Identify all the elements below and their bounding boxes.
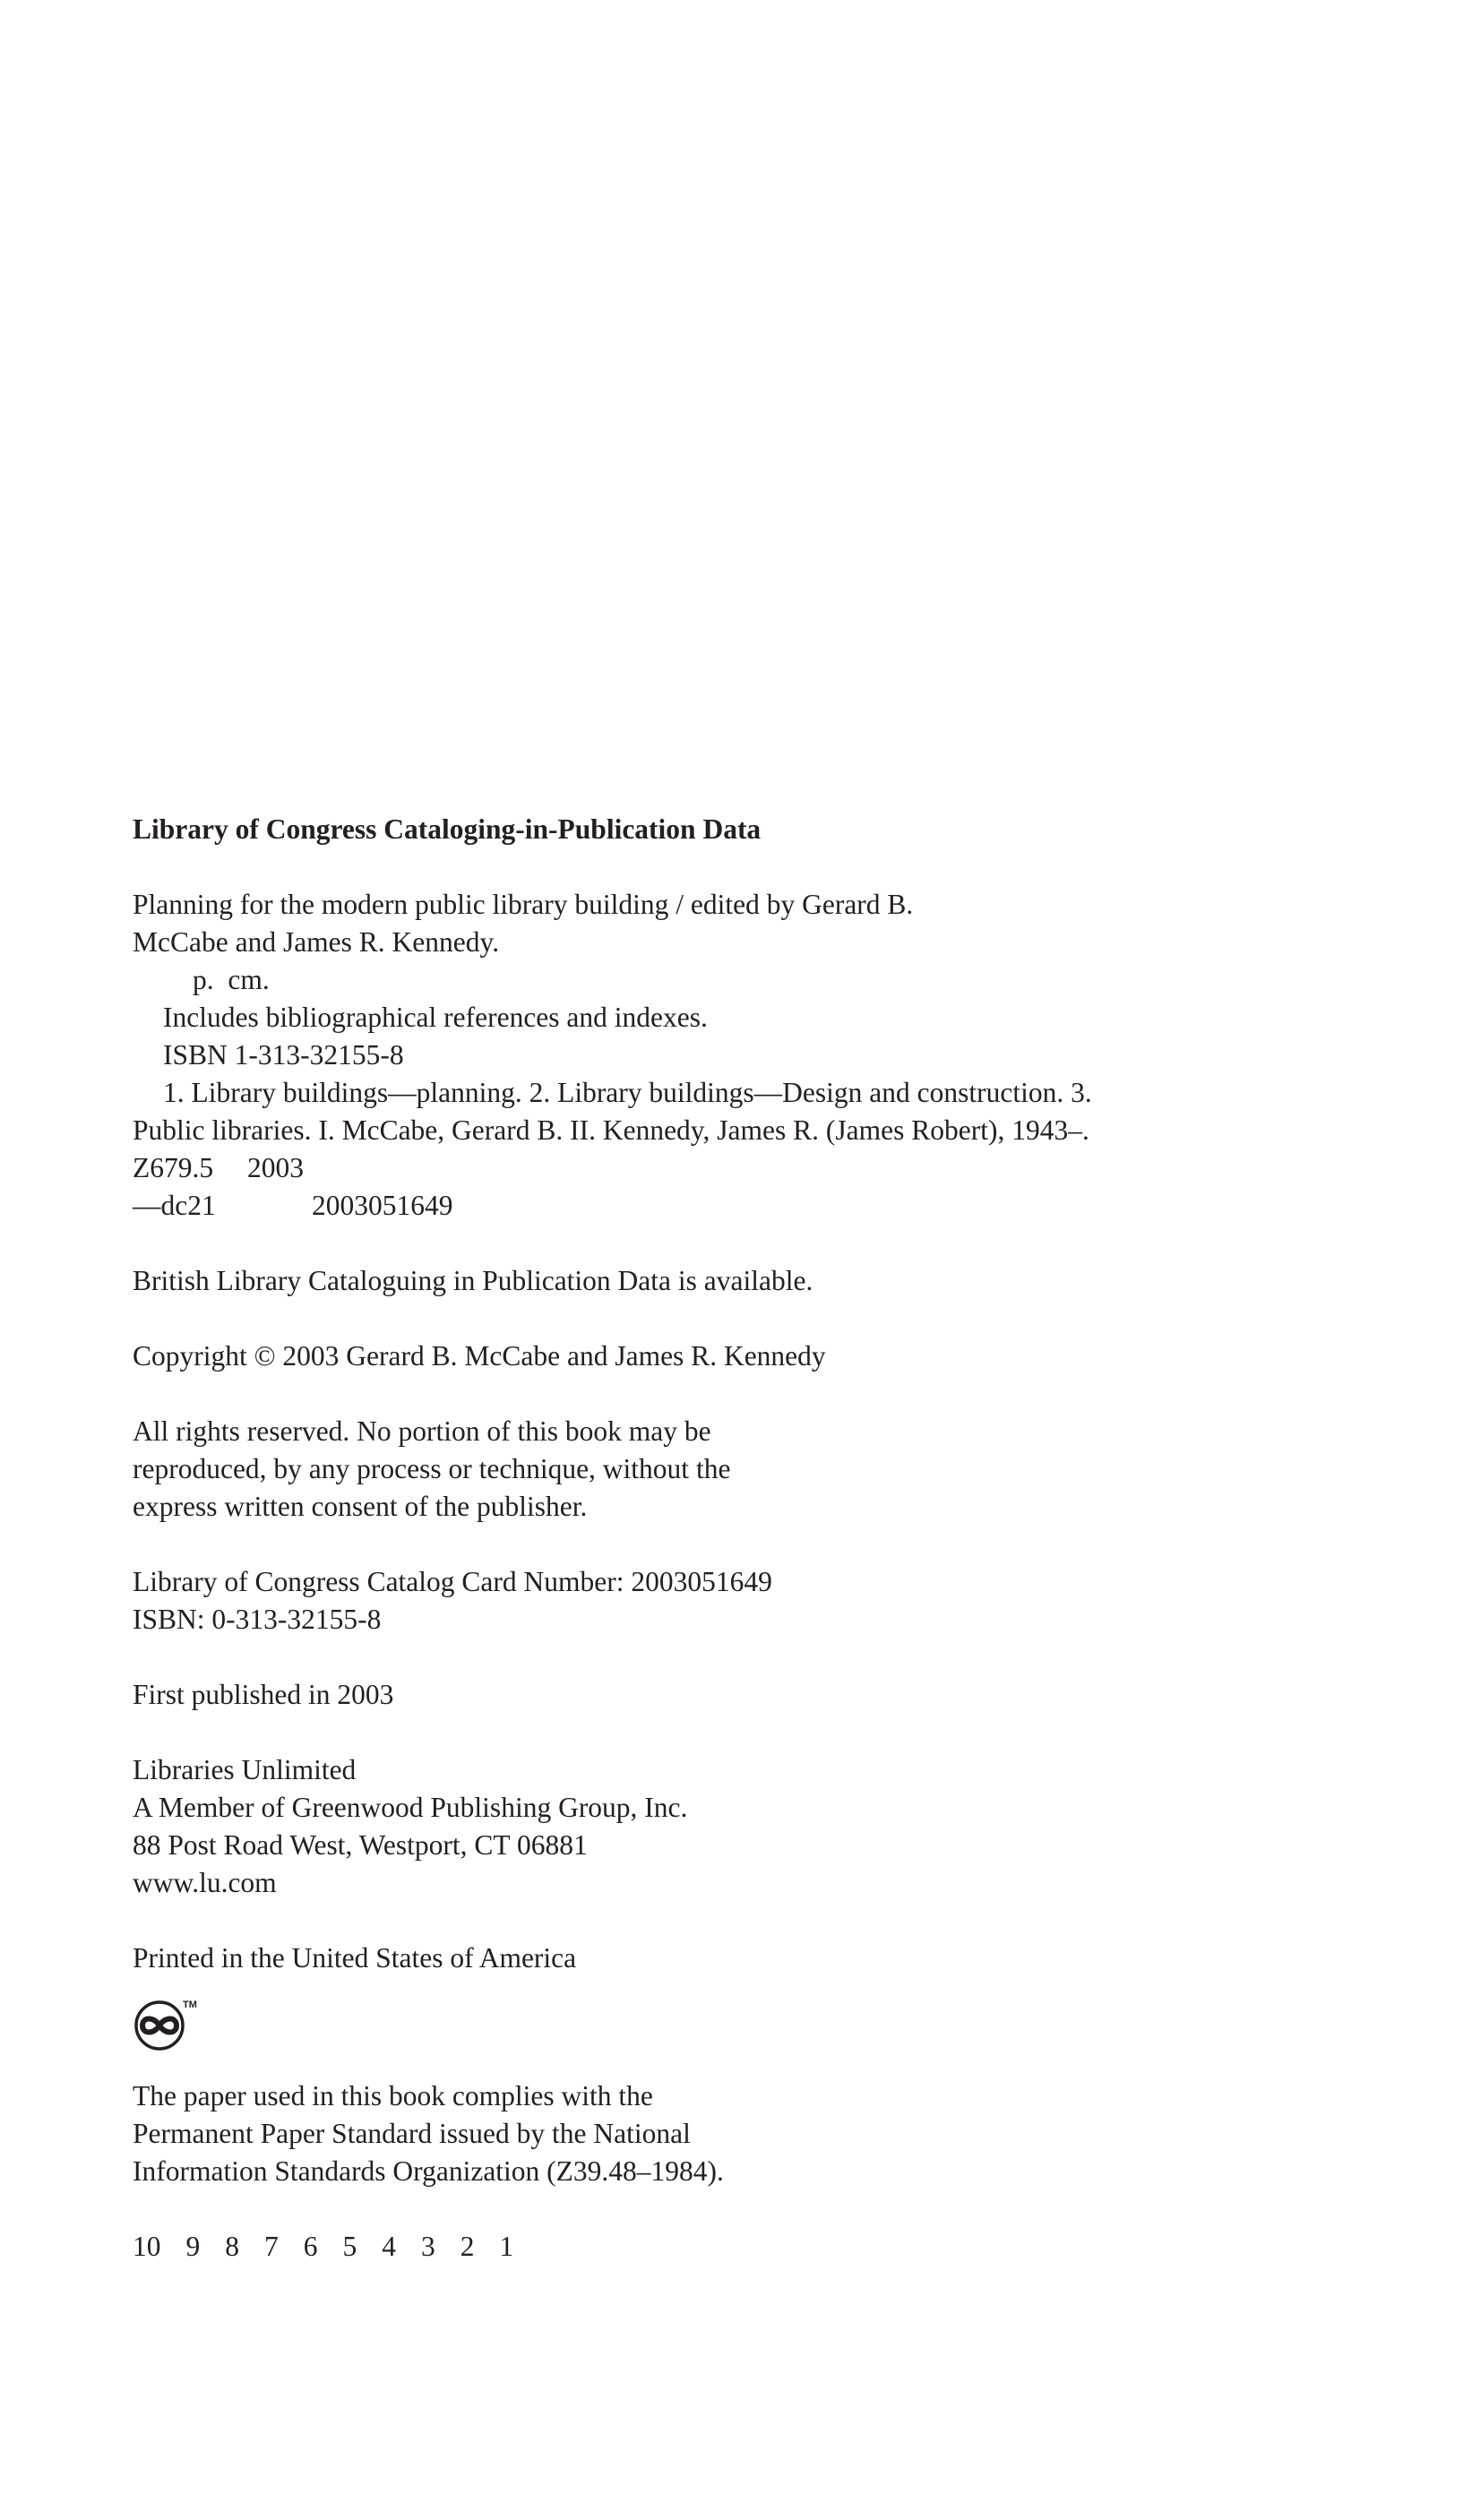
printing-number: 9: [185, 2231, 201, 2262]
cip-class-row: [133, 1187, 1208, 1225]
catalog-info: [133, 1563, 1208, 1638]
printing-number: 4: [382, 2231, 396, 2262]
printed-in-text: Printed in the United States of America: [133, 1942, 577, 1974]
printed-in: [133, 1939, 1208, 1977]
publisher-address: 88 Post Road West, Westport, CT 06881: [133, 1829, 588, 1861]
cip-title-line-2: McCabe and James R. Kennedy.: [133, 926, 500, 958]
british-library-text: British Library Cataloguing in Publication Data is available.: [133, 1265, 813, 1296]
first-published: [133, 1676, 1208, 1714]
publisher-website: www.lu.com: [133, 1867, 277, 1898]
printing-number: 2: [460, 2231, 475, 2262]
cip-call-number-row: [133, 1149, 1208, 1187]
publisher-name: Libraries Unlimited: [133, 1754, 357, 1785]
cip-title-line-1: Planning for the modern public library building / edited by Gerard B.: [133, 889, 914, 920]
rights-reserved: [133, 1413, 1208, 1526]
printing-number: 5: [342, 2231, 357, 2262]
publisher-group: A Member of Greenwood Publishing Group, Inc.: [133, 1792, 688, 1823]
paper-notice: [133, 2077, 1208, 2190]
catalog-isbn: ISBN: 0-313-32155-8: [133, 1604, 382, 1635]
british-library-note: [133, 1262, 1208, 1300]
rights-line-3: express written consent of the publisher.: [133, 1491, 588, 1522]
catalog-card-number: Library of Congress Catalog Card Number: 2003051649: [133, 1566, 772, 1597]
printing-number: 6: [303, 2231, 318, 2262]
cip-isbn: ISBN 1-313-32155-8: [163, 1039, 404, 1071]
printing-number: 3: [421, 2231, 435, 2262]
permanent-paper-infinity-icon: [133, 1995, 195, 2052]
cip-physical-description: p. cm.: [193, 964, 270, 995]
cip-call-year: 2003: [247, 1152, 304, 1183]
cip-notes: Includes bibliographical references and indexes.: [163, 1002, 708, 1033]
cip-dc-class: —dc21: [133, 1190, 216, 1221]
printing-number: 8: [225, 2231, 239, 2262]
cip-call-number: Z679.5: [133, 1152, 214, 1183]
cip-heading: Library of Congress Cataloging-in-Publication Data: [133, 813, 762, 845]
printing-number: 1: [499, 2231, 514, 2262]
copyright-notice: [133, 1337, 1208, 1375]
first-published-text: First published in 2003: [133, 1679, 394, 1710]
publisher-info: [133, 1751, 1208, 1902]
cip-lccn: 2003051649: [312, 1190, 453, 1221]
copyright-page: [133, 811, 1208, 2266]
paper-notice-line-3: Information Standards Organization (Z39.48–1984).: [133, 2155, 724, 2187]
printing-line: [133, 2228, 1208, 2266]
rights-line-2: reproduced, by any process or technique, without the: [133, 1453, 731, 1484]
cip-record: [133, 886, 1208, 1225]
trademark-mark: TM: [183, 2000, 197, 2010]
cip-subjects-line-2: Public libraries. I. McCabe, Gerard B. II. Kennedy, James R. (James Robert), 1943–.: [133, 1114, 1089, 1146]
copyright-text: Copyright © 2003 Gerard B. McCabe and James R. Kennedy: [133, 1340, 826, 1372]
paper-notice-line-1: The paper used in this book complies with the: [133, 2080, 653, 2111]
rights-line-1: All rights reserved. No portion of this book may be: [133, 1415, 711, 1447]
cip-subjects-line-1: 1. Library buildings—planning. 2. Library buildings—Design and construction. 3.: [163, 1077, 1092, 1108]
paper-notice-line-2: Permanent Paper Standard issued by the National: [133, 2118, 691, 2149]
printing-number: 7: [264, 2231, 279, 2262]
printing-number: 10: [133, 2231, 161, 2262]
